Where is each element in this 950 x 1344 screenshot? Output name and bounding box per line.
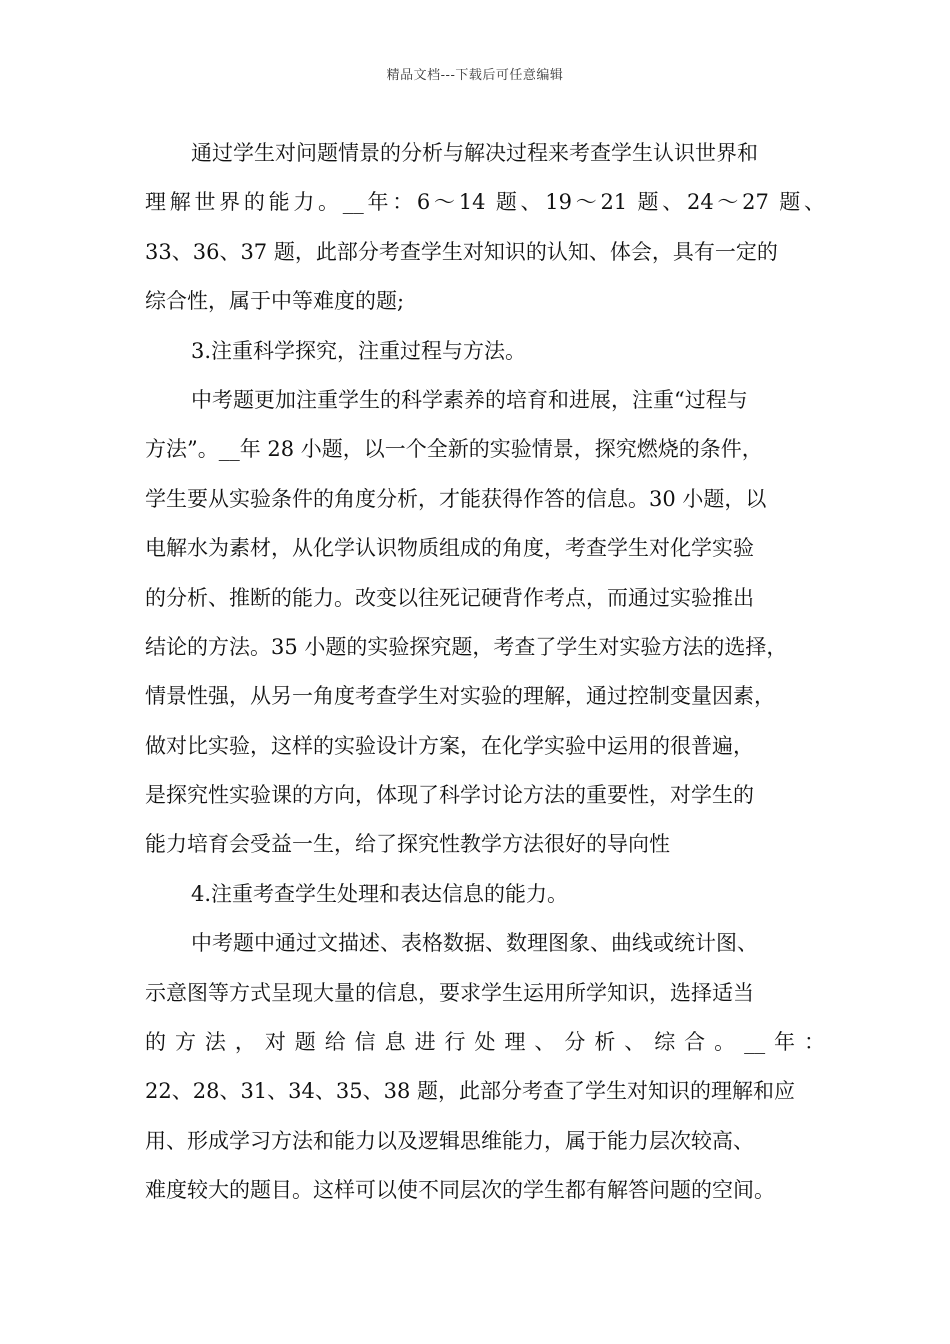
- text-line: 做对比实验，这样的实验设计方案，在化学实验中运用的很普遍，: [145, 733, 754, 758]
- text-line: 33、36、37 题，此部分考查学生对知识的认知、体会，具有一定的: [145, 239, 778, 264]
- text-line: 电解水为素材，从化学认识物质组成的角度，考查学生对化学实验: [145, 536, 754, 561]
- page-header: 精品文档---下载后可任意编辑: [386, 68, 564, 83]
- document-body: [145, 133, 835, 1220]
- text-line: 中考题更加注重学生的科学素养的培育和进展，注重“过程与: [191, 387, 748, 412]
- text-line: 示意图等方式呈现大量的信息，要求学生运用所学知识，选择适当: [145, 980, 754, 1005]
- text-line: 能力培育会受益一生，给了探究性教学方法很好的导向性: [145, 832, 670, 857]
- text-line: 理解世界的能力。__年：6～14 题、19～21 题、24～27 题、: [145, 190, 825, 215]
- text-line: 结论的方法。35 小题的实验探究题，考查了学生对实验方法的选择，: [145, 634, 788, 659]
- text-line: 的方法，对题给信息进行处理、分析、综合。__年：: [145, 1030, 825, 1055]
- text-line: 情景性强，从另一角度考查学生对实验的理解，通过控制变量因素，: [145, 684, 775, 709]
- section-heading: 3.注重科学探究，注重过程与方法。: [191, 338, 527, 363]
- section-heading: 4.注重考查学生处理和表达信息的能力。: [191, 881, 569, 906]
- text-line: 学生要从实验条件的角度分析，才能获得作答的信息。30 小题，以: [145, 486, 767, 511]
- text-line: 用、形成学习方法和能力以及逻辑思维能力，属于能力层次较高、: [145, 1128, 754, 1153]
- text-line: 22、28、31、34、35、38 题，此部分考查了学生对知识的理解和应: [145, 1079, 796, 1104]
- text-line: 综合性，属于中等难度的题;: [145, 289, 405, 314]
- text-line: 难度较大的题目。这样可以使不同层次的学生都有解答问题的空间。: [145, 1178, 775, 1203]
- text-line: 中考题中通过文描述、表格数据、数理图象、曲线或统计图、: [191, 931, 758, 956]
- text-line: 通过学生对问题情景的分析与解决过程来考查学生认识世界和: [191, 141, 758, 165]
- text-line: 方法”。__年 28 小题，以一个全新的实验情景，探究燃烧的条件，: [145, 437, 763, 462]
- text-line: 是探究性实验课的方向，体现了科学讨论方法的重要性，对学生的: [145, 783, 754, 808]
- text-line: 的分析、推断的能力。改变以往死记硬背作考点，而通过实验推出: [145, 585, 754, 610]
